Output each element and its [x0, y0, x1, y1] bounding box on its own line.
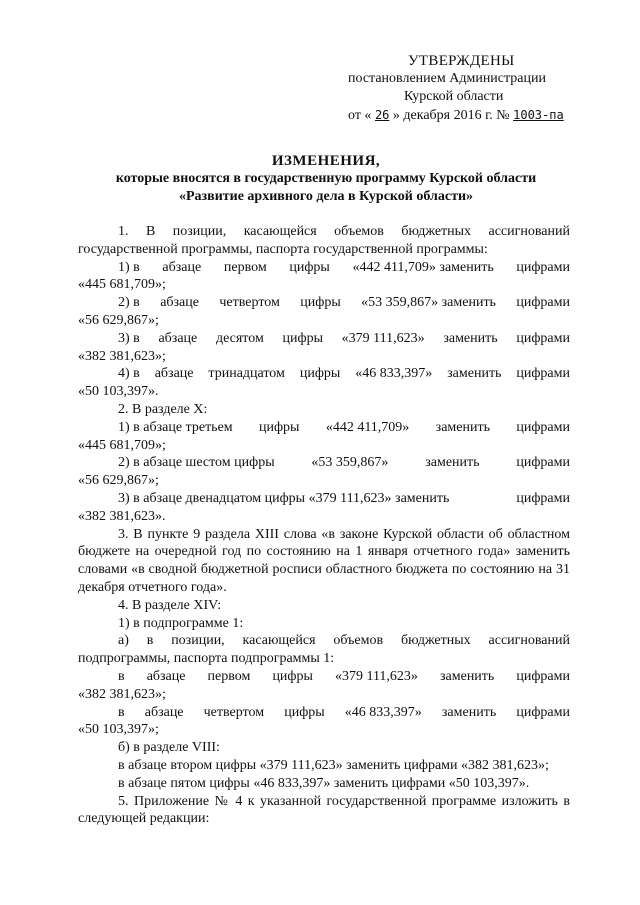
- word: четвертом: [219, 295, 280, 311]
- paragraph-4-a-1: [78, 668, 570, 686]
- paragraph-4-a-1-cont: «382 381,623»;: [78, 686, 166, 702]
- word: тринадцатом: [208, 366, 285, 382]
- word: абзаце: [160, 295, 199, 311]
- word: цифрами: [516, 419, 570, 435]
- paragraph-2: 2. В разделе X:: [118, 401, 208, 417]
- paragraph-1-3: [78, 330, 570, 348]
- word: четвертом: [203, 704, 265, 720]
- title-line-2: которые вносятся в государственную программу Курской области: [115, 171, 537, 186]
- word: цифрами: [516, 704, 570, 720]
- approval-date-line: [348, 106, 608, 125]
- word: первом: [223, 259, 267, 275]
- word: заменить: [447, 366, 502, 382]
- word: первом: [207, 668, 251, 684]
- word: «46 833,397»: [355, 366, 433, 382]
- paragraph-1-1-cont: «445 681,709»;: [78, 277, 166, 293]
- date-year: 2016 г. №: [453, 108, 510, 123]
- title-line-3: «Развитие архивного дела в Курской области»: [178, 189, 474, 204]
- paragraph-2-2-cont: «56 629,867»;: [78, 473, 159, 489]
- word: 2) в: [118, 295, 140, 311]
- word: цифры: [299, 366, 341, 382]
- word: «442 411,709» заменить: [352, 259, 494, 275]
- paragraph-4-a-2: [78, 704, 570, 722]
- approval-line-resolution: постановлением Администрации: [348, 71, 546, 86]
- date-prefix: от «: [348, 108, 372, 123]
- word: 3) в: [118, 330, 140, 346]
- paragraph-1-1: [78, 259, 570, 277]
- paragraph-5: 5. Приложение № 4 к указанной государственной программе изложить в следующей редакции:: [78, 793, 570, 827]
- word: цифрами: [516, 366, 570, 382]
- paragraph-1-4-cont: «50 103,397».: [78, 384, 159, 400]
- paragraph-2-3-cont: «382 381,623».: [78, 508, 166, 524]
- approval-stamp: [348, 52, 608, 125]
- word: «379 111,623»: [334, 668, 418, 684]
- word: цифрами: [516, 668, 570, 684]
- word: «379 111,623»: [341, 330, 425, 346]
- word: абзаце: [146, 668, 186, 684]
- document-title: [76, 152, 576, 206]
- word: заменить: [443, 330, 498, 346]
- paragraph-1-2: [78, 294, 570, 312]
- word: 3) в абзаце двенадцатом цифры «379 111,623» заменить: [118, 490, 450, 506]
- paragraph-1: 1. В позиции, касающейся объемов бюджетных ассигнований государственной программы, паспорта государственной программы:: [78, 224, 570, 257]
- title-heading: ИЗМЕНЕНИЯ,: [271, 153, 381, 169]
- word: абзаце: [162, 259, 202, 275]
- paragraph-2-2: [78, 454, 570, 472]
- word: цифры: [289, 259, 330, 275]
- word: абзаце: [144, 704, 184, 720]
- word: цифры: [300, 295, 341, 311]
- word: цифрами: [516, 295, 570, 311]
- paragraph-3: 3. В пункте 9 раздела XIII слова «в законе Курской области об областном бюджете на очередной год по состоянию на 1 января отчетного года» заменить словами «в сводной бюджетной росписи областного бюджета по состоянию на 31 декабря отчетного года».: [78, 526, 570, 595]
- word: в: [118, 668, 125, 684]
- date-day: 26: [374, 108, 390, 122]
- word: 2) в абзаце шестом цифры: [118, 455, 275, 471]
- approved-label: УТВЕРЖДЕНЫ: [408, 53, 515, 69]
- paragraph-4-a: а) в позиции, касающейся объемов бюджетных ассигнований подпрограммы, паспорта подпрограммы 1:: [78, 633, 570, 667]
- word: абзаце: [154, 366, 194, 382]
- paragraph-1-3-cont: «382 381,623»;: [78, 348, 166, 364]
- word: «46 833,397»: [344, 704, 422, 720]
- word: «53 359,867» заменить: [361, 295, 496, 311]
- word: десятом: [215, 330, 264, 346]
- paragraph-4: 4. В разделе XIV:: [118, 597, 222, 613]
- word: 4) в: [118, 366, 140, 382]
- word: заменить: [441, 704, 497, 720]
- paragraph-1-4: [78, 365, 570, 383]
- word: цифры: [272, 668, 313, 684]
- word: заменить: [440, 668, 495, 684]
- paragraph-2-1-cont: «445 681,709»;: [78, 437, 166, 453]
- word: цифрами: [516, 455, 570, 471]
- paragraph-2-3: [78, 490, 570, 508]
- word: цифрами: [516, 330, 570, 346]
- word: «442 411,709»: [325, 419, 410, 435]
- word: в: [118, 704, 125, 720]
- decree-number: 1003-па: [513, 108, 564, 122]
- paragraph-4-1: 1) в подпрограмме 1:: [118, 615, 244, 631]
- paragraph-4-b-1: в абзаце втором цифры «379 111,623» заменить цифрами «382 381,623»;: [118, 757, 549, 773]
- paragraph-4-b-2: в абзаце пятом цифры «46 833,397» заменить цифрами «50 103,397».: [118, 775, 530, 791]
- word: 1) в: [118, 259, 140, 275]
- word: «53 359,867»: [311, 455, 389, 471]
- word: абзаце: [158, 330, 198, 346]
- word: цифры: [282, 330, 323, 346]
- paragraph-2-1: [78, 419, 570, 437]
- word: заменить: [425, 455, 480, 471]
- paragraph-4-a-2-cont: «50 103,397»;: [78, 722, 159, 738]
- approval-line-region: Курской области: [404, 89, 504, 104]
- word: цифрами: [516, 490, 570, 506]
- paragraph-1-2-cont: «56 629,867»;: [78, 312, 159, 328]
- word: заменить: [435, 419, 490, 435]
- word: цифры: [284, 704, 325, 720]
- word: цифры: [259, 419, 300, 435]
- document-body: [78, 223, 570, 828]
- paragraph-4-b: б) в разделе VIII:: [118, 740, 220, 756]
- date-month: » декабря: [392, 108, 451, 123]
- word: 1) в абзаце третьем: [118, 419, 233, 435]
- word: цифрами: [516, 259, 570, 275]
